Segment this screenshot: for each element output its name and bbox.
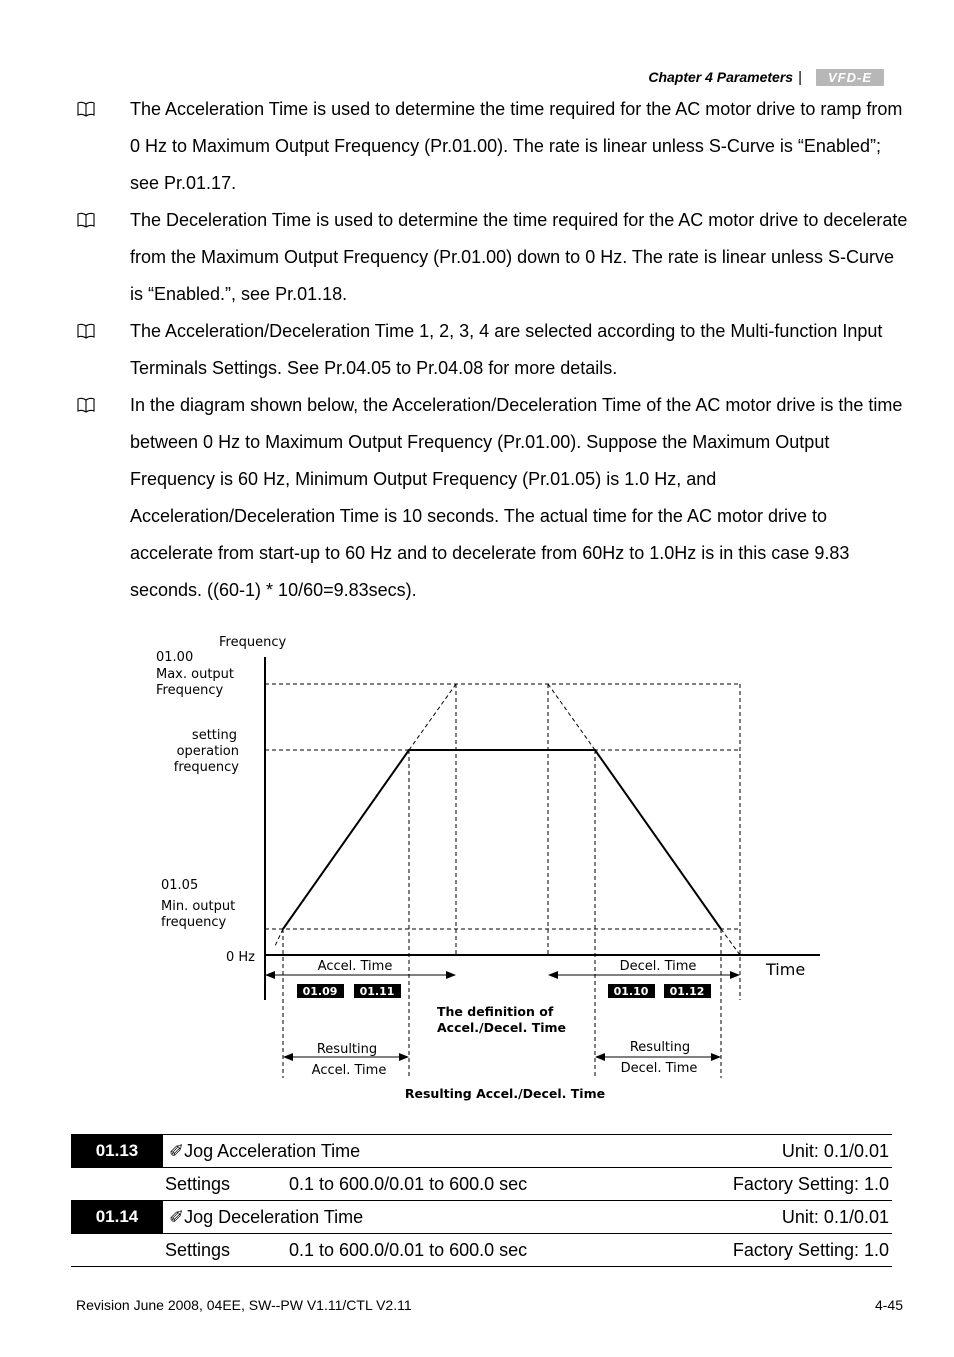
zero-label: 0 Hz (226, 950, 256, 965)
settings-row-01-13 (71, 1168, 892, 1201)
empty-cell (71, 1168, 163, 1201)
max-label-1: Max. output (156, 667, 235, 682)
book-icon (76, 396, 96, 414)
bullet-list (0, 91, 954, 609)
code-01-11: 01.11 (359, 985, 395, 998)
param-unit: Unit: 0.1/0.01 (651, 1135, 892, 1168)
param-code: 01.14 (71, 1201, 163, 1234)
code-01-10: 01.10 (613, 985, 649, 998)
empty-cell (71, 1234, 163, 1267)
page-header (648, 66, 884, 88)
param-row-01-13 (71, 1135, 892, 1168)
bullet-item (0, 91, 954, 202)
bullet-text: In the diagram shown below, the Acceleration/Deceleration Time of the AC motor drive is the time between 0 Hz to Maximum Output Frequency (Pr.01.00). Suppose the Maximum Output Frequency is 60 Hz, Minimum Output Frequency (Pr.01.05) is 1.0 Hz, and Acceleration/Deceleration Time is 10 seconds. The actual time for the AC motor drive to accelerate from start-up to 60 Hz and to decelerate from 60Hz to 1.0Hz is in this case 9.83 seconds. ((60-1) * 10/60=9.83secs). (130, 395, 903, 600)
bullet-text: The Deceleration Time is used to determine the time required for the AC motor drive to decelerate from the Maximum Output Frequency (Pr.01.00) down to 0 Hz. The rate is linear unless S-Curve is “Enabled.”, see Pr.01.18. (130, 210, 908, 304)
param-name: Jog Acceleration Time (184, 1140, 361, 1161)
book-icon (76, 100, 96, 118)
settings-label: Settings (163, 1234, 289, 1267)
resulting-decel-1: Resulting (629, 1040, 691, 1055)
definition-line-1: The definition of (437, 1004, 554, 1019)
param-unit: Unit: 0.1/0.01 (651, 1201, 892, 1234)
bullet-item (0, 387, 954, 609)
resulting-accel-1: Resulting (316, 1042, 378, 1057)
settings-range: 0.1 to 600.0/0.01 to 600.0 sec (289, 1168, 651, 1201)
book-icon (76, 322, 96, 340)
resulting-decel-2: Decel. Time (620, 1061, 698, 1076)
factory-setting: Factory Setting: 1.0 (651, 1168, 892, 1201)
bullet-item (0, 202, 954, 313)
max-code: 01.00 (156, 650, 194, 665)
settings-row-01-14 (71, 1234, 892, 1267)
accel-time-label: Accel. Time (317, 959, 393, 974)
bullet-item (0, 313, 954, 387)
bullet-text: The Acceleration Time is used to determine the time required for the AC motor drive to ramp from 0 Hz to Maximum Output Frequency (Pr.01.00). The rate is linear unless S-Curve is “Enabled”; see Pr.01.17. (130, 99, 903, 193)
resulting-caption: Resulting Accel./Decel. Time (404, 1086, 606, 1101)
code-01-09: 01.09 (302, 985, 338, 998)
param-name: Jog Deceleration Time (184, 1206, 364, 1227)
footer-revision: Revision June 2008, 04EE, SW--PW V1.11/CTL V2.11 (76, 1297, 412, 1313)
header-separator: | (798, 68, 802, 86)
resulting-accel-2: Accel. Time (311, 1063, 387, 1078)
max-label-2: Frequency (156, 683, 224, 698)
settings-label: Settings (163, 1168, 289, 1201)
definition-line-2: Accel./Decel. Time (437, 1020, 567, 1035)
accel-decel-diagram (0, 620, 954, 1115)
param-code: 01.13 (71, 1135, 163, 1168)
parameter-table (71, 1134, 892, 1267)
x-axis-title: Time (766, 960, 806, 979)
min-label-1: Min. output (161, 899, 236, 914)
footer-page-number: 4-45 (874, 1297, 903, 1313)
code-01-12: 01.12 (669, 985, 705, 998)
min-label-2: frequency (161, 915, 227, 930)
pencil-icon: ✐ (169, 1140, 185, 1161)
y-axis-title: Frequency (219, 635, 287, 650)
frequency-curve (283, 750, 721, 929)
param-row-01-14 (71, 1201, 892, 1234)
decel-time-label: Decel. Time (619, 959, 697, 974)
settings-range: 0.1 to 600.0/0.01 to 600.0 sec (289, 1234, 651, 1267)
factory-setting: Factory Setting: 1.0 (651, 1234, 892, 1267)
vfd-e-logo: VFD-E (816, 69, 884, 86)
setting-label-1: setting (191, 728, 237, 743)
chapter-title: Chapter 4 Parameters (648, 69, 794, 85)
accel-decel-svg (0, 620, 954, 1115)
bullet-text: The Acceleration/Deceleration Time 1, 2, 3, 4 are selected according to the Multi-function Input Terminals Settings. See Pr.04.05 to Pr.04.08 for more details. (130, 321, 883, 378)
min-code: 01.05 (161, 878, 199, 893)
param-name-cell (163, 1135, 651, 1168)
pencil-icon: ✐ (169, 1206, 185, 1227)
book-icon (76, 211, 96, 229)
setting-label-2: operation (176, 744, 239, 759)
setting-label-3: frequency (173, 760, 239, 775)
param-name-cell (163, 1201, 651, 1234)
